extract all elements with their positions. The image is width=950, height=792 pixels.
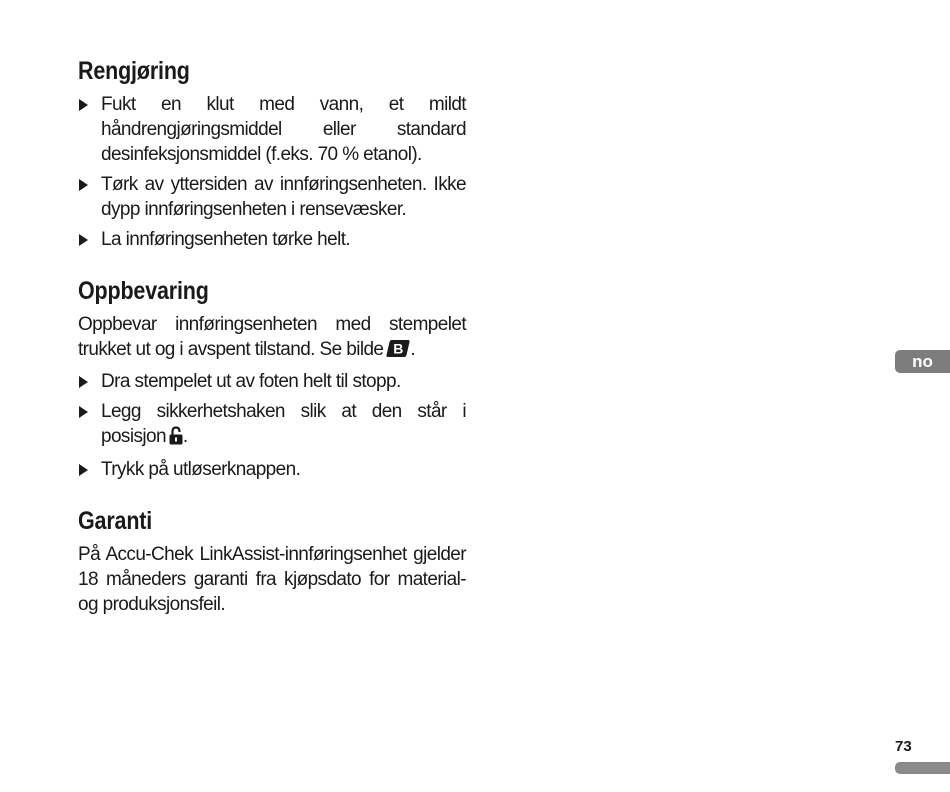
cleaning-steps [78,92,466,252]
page-number: 73 [895,738,912,755]
section-warranty [78,506,466,617]
bullet-triangle-icon [79,406,88,418]
storage-step-1: Dra stempelet ut av foten helt til stopp. [101,371,401,392]
language-tab: no [895,350,950,373]
storage-intro-period: . [410,339,416,360]
storage-step-2-period: . [182,426,188,447]
list-item [78,172,466,222]
cleaning-step-1: Fukt en klut med vann, et mildt håndrengjøringsmiddel eller standard desinfeksjonsmiddel (f.eks. 70 % etanol). [101,94,466,165]
figure-b-badge-icon [386,339,410,365]
list-item [78,399,466,452]
bullet-triangle-icon [79,234,88,246]
heading-storage: Oppbevaring [78,277,209,305]
list-item [78,92,466,167]
storage-intro [78,312,466,365]
bullet-triangle-icon [79,179,88,191]
list-item [78,369,466,394]
bullet-triangle-icon [79,99,88,111]
list-item [78,457,466,482]
section-storage [78,276,466,482]
bullet-triangle-icon [79,376,88,388]
list-item [78,227,466,252]
heading-cleaning: Rengjøring [78,57,190,85]
heading-warranty: Garanti [78,507,153,535]
cleaning-step-2: Tørk av yttersiden av innføringsenheten. Ikke dypp innføringsenheten i rensevæsker. [101,174,466,220]
storage-step-3: Trykk på utløserknappen. [101,459,301,480]
bullet-triangle-icon [79,464,88,476]
storage-intro-text: Oppbevar innføringsenheten med stempelet trukket ut og i avspent tilstand. Se bilde [78,314,466,360]
page-footer-bar [895,762,950,774]
unlocked-padlock-icon [169,426,183,452]
storage-step-2: Legg sikkerhetshaken slik at den står i posisjon [101,401,466,447]
warranty-text: På Accu-Chek LinkAssist-innføringsenhet gjelder 18 måneders garanti fra kjøpsdato for material- og produksjonsfeil. [78,544,466,615]
manual-text-column [78,56,466,621]
storage-steps [78,369,466,482]
section-cleaning [78,56,466,252]
cleaning-step-3: La innføringsenheten tørke helt. [101,229,351,250]
svg-text:B: B [393,340,404,357]
